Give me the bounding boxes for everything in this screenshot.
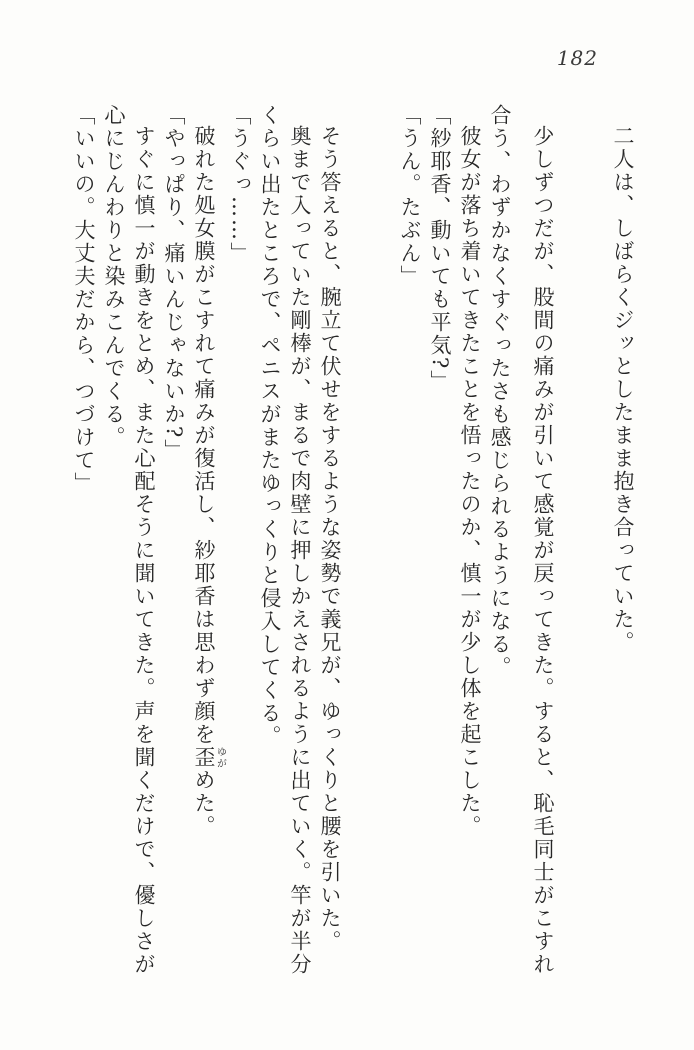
text-column: すぐに慎一が動きをとめ、また心配そうに聞いてきた。声を聞くだけで、優しさが <box>132 125 156 976</box>
text-column: 「いいの。大丈夫だから、つづけて」 <box>72 104 96 495</box>
text-column: くらい出たところで、ペニスがまたゆっくりと侵入してくる。 <box>258 104 282 748</box>
text-column: そう答えると、腕立て伏せをするような姿勢で義兄が、ゆっくりと腰を引いた。 <box>318 125 342 953</box>
page-number: 182 <box>556 46 598 70</box>
text-column: 「やっぱり、痛いんじゃないか?」 <box>162 104 186 463</box>
ruby-annotation <box>192 746 226 769</box>
vertical-text-area <box>69 104 638 990</box>
text-column: 彼女が落ち着いてきたことを悟ったのか、慎一が少し体を起こした。 <box>458 125 482 838</box>
text-column: 「紗耶香、動いても平気?」 <box>428 104 452 394</box>
text-column: 二人は、しばらくジッとしたまま抱き合っていた。 <box>611 125 635 654</box>
text-segment: 破れた処女膜がこすれて痛みが復活し、紗耶香は思わず顔を <box>192 125 216 746</box>
text-column: 「うん。たぶん」 <box>398 104 422 288</box>
text-column-with-ruby <box>189 104 225 990</box>
text-column: 心にじんわりと染みこんでくる。 <box>102 104 126 449</box>
text-column: 「うぐっ……」 <box>228 104 252 265</box>
text-column: 奥まで入っていた剛棒が、まるで肉壁に押しかえされるように出ていく。竿が半分 <box>288 125 312 976</box>
ruby-base: 歪 <box>192 746 216 769</box>
text-column: 少しずつだが、股間の痛みが引いて感覚が戻ってきた。すると、恥毛同士がこすれ <box>531 125 555 976</box>
ruby-text: ゆが <box>214 746 226 769</box>
text-segment: めた。 <box>192 769 216 838</box>
text-column: 合う、わずかなくすぐったさも感じられるようになる。 <box>488 104 512 679</box>
